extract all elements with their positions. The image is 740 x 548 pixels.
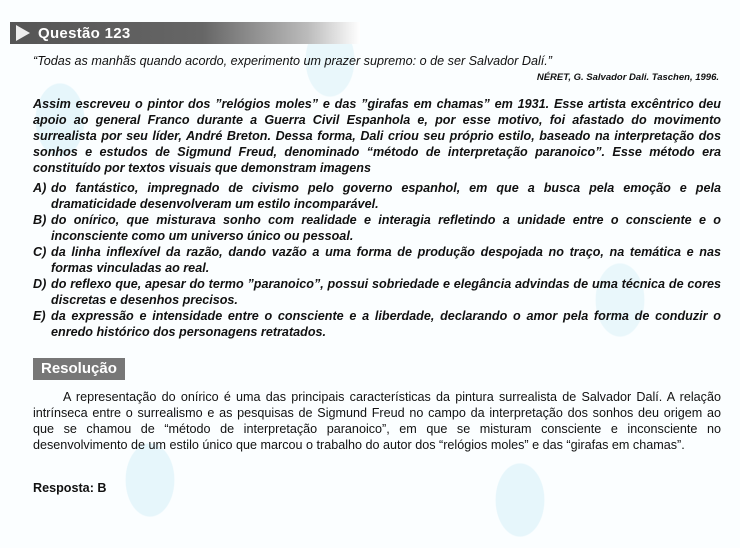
option-text: da expressão e intensidade entre o consciente e a liberdade, declarando o amor pela forma de conduzir o enredo histórico dos personagens retratados.	[51, 309, 721, 339]
answer-options	[33, 180, 721, 340]
epigraph-quote: “Todas as manhãs quando acordo, experimento um prazer supremo: o de ser Salvador Dalí.”	[33, 54, 552, 68]
option-e	[33, 308, 721, 340]
play-arrow-icon	[16, 25, 30, 41]
question-header	[10, 22, 360, 44]
answer-label: Resposta: B	[33, 481, 107, 495]
question-title: Questão 123	[38, 24, 131, 42]
option-letter: E)	[33, 309, 46, 323]
option-d	[33, 276, 721, 308]
resolution-header: Resolução	[33, 358, 125, 380]
quote-source: NÉRET, G. Salvador Dali. Taschen, 1996.	[536, 72, 719, 83]
option-letter: B)	[33, 213, 47, 227]
option-letter: C)	[33, 245, 47, 259]
option-letter: A)	[33, 181, 47, 195]
option-text: do reflexo que, apesar do termo ”paranoico”, possui sobriedade e elegância advindas de uma técnica de cores discretas e desenhos precisos.	[51, 277, 721, 307]
option-text: do onírico, que misturava sonho com realidade e interagia refletindo a unidade entre o consciente e o inconsciente como um universo único ou pessoal.	[51, 213, 721, 243]
question-paragraph: Assim escreveu o pintor dos ”relógios moles” e das ”girafas em chamas” em 1931. Esse artista excêntrico deu apoio ao general Franco durante a Guerra Civil Espanhola e, por esse motivo, foi afastado do movimento surrealista por seu líder, André Breton. Dessa forma, Dali criou seu próprio estilo, baseado na interpretação dos sonhos e estudos de Sigmund Freud, denominado “método de interpretação paranoico”. Esse método era constituído por textos visuais que demonstram imagens	[33, 97, 721, 175]
option-text: da linha inflexível da razão, dando vazão a uma forma de produção despojada no traço, na temática e nas formas vinculadas ao real.	[51, 245, 721, 275]
option-letter: D)	[33, 277, 47, 291]
resolution-text: A representação do onírico é uma das principais características da pintura surrealista de Salvador Dalí. A relação intrínseca entre o surrealismo e as pesquisas de Sigmund Freud no campo da interpretação dos sonhos deu origem ao que se chamou de “método de interpretação paranoico”, em que se misturam consciente e inconsciente no desenvolvimento de um estilo único que marcou o trabalho do autor dos “relógios moles” e das “girafas em chamas”.	[33, 390, 721, 452]
option-b	[33, 212, 721, 244]
option-a	[33, 180, 721, 212]
option-c	[33, 244, 721, 276]
option-text: do fantástico, impregnado de civismo pelo governo espanhol, em que a busca pela emoção e pela dramaticidade desenvolveram um estilo incomparável.	[51, 181, 721, 211]
